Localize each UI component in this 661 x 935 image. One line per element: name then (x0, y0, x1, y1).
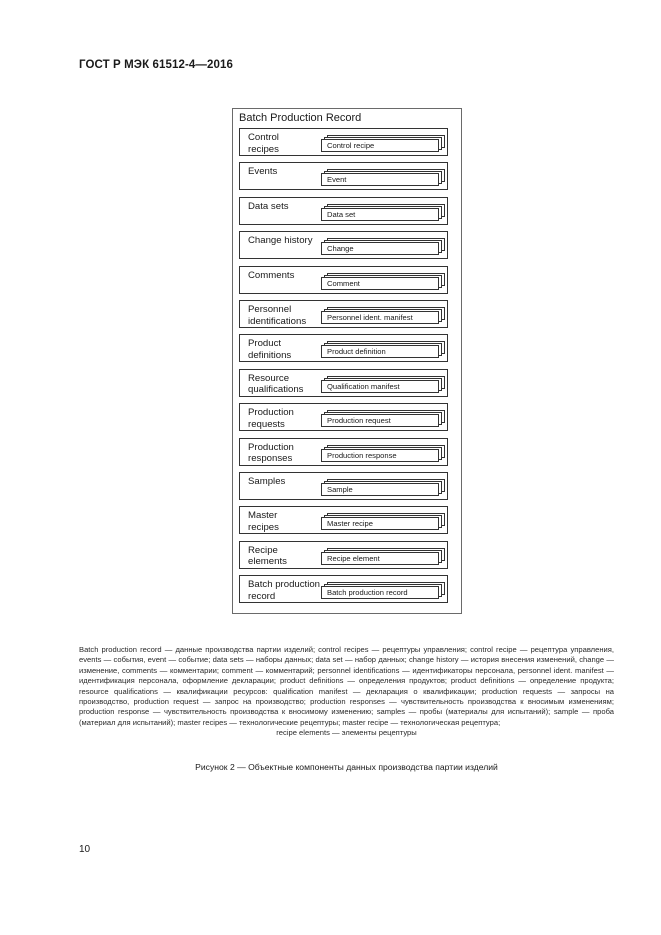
object-label: Batch production record (327, 588, 408, 598)
object-stack (321, 204, 441, 222)
figure-legend (79, 645, 614, 739)
component-label: Data sets (248, 200, 289, 212)
component-label: Personnel identifications (248, 304, 307, 327)
figure-caption: Рисунок 2 — Объектные компоненты данных производства партии изделий (195, 762, 498, 772)
object-sheet (321, 517, 439, 530)
component-row (239, 506, 448, 534)
component-row (239, 369, 448, 397)
component-label: Production responses (248, 441, 294, 465)
object-stack (321, 169, 441, 187)
component-label: Change history (248, 235, 313, 247)
object-label: Qualification manifest (327, 381, 400, 391)
object-label: Recipe element (327, 553, 380, 563)
object-sheet (321, 242, 439, 255)
object-label: Event (327, 175, 347, 185)
component-row (239, 300, 448, 328)
object-stack (321, 273, 441, 291)
object-sheet (321, 277, 439, 290)
object-label: Sample (327, 485, 353, 494)
page-number: 10 (79, 844, 91, 855)
component-label: Product definitions (248, 338, 292, 361)
component-row (239, 472, 448, 500)
component-label: Comments (248, 269, 295, 281)
component-row (239, 266, 448, 294)
object-sheet (321, 586, 439, 599)
object-stack (321, 513, 441, 531)
batch-production-record-diagram (232, 108, 462, 614)
component-label: Samples (248, 476, 286, 487)
object-sheet (321, 414, 439, 427)
object-stack (321, 479, 441, 497)
object-label: Master recipe (327, 519, 374, 529)
component-label: Control recipes (248, 132, 279, 155)
component-label: Production requests (248, 407, 294, 430)
object-stack (321, 410, 441, 428)
object-label: Control recipe (327, 141, 375, 150)
object-sheet (321, 139, 439, 152)
object-stack (321, 135, 441, 153)
component-label: Recipe elements (248, 544, 287, 568)
object-sheet (321, 311, 439, 324)
object-stack (321, 341, 441, 359)
component-row (239, 541, 448, 569)
object-stack (321, 548, 441, 566)
object-sheet (321, 208, 439, 221)
component-row (239, 575, 448, 603)
object-sheet (321, 449, 439, 462)
object-label: Change (327, 244, 354, 254)
object-stack (321, 376, 441, 394)
component-label: Resource qualifications (248, 372, 304, 396)
object-stack (321, 307, 441, 325)
object-stack (321, 445, 441, 463)
object-label: Production request (327, 416, 391, 426)
legend-text: Batch production record — данные производства партии изделий; control recipes — рецептуры управления; control recipe — рецептура управления, events — события, event — событие; data sets — наборы данных; data set — набор данных; change history — история внесения изменений, change — изменение, comments — комментарии; comment — комментарий; personnel identifications — идентификаторы персонала, personnel ident. manifest — идентификация персонала, оформление декларации; product definitions — определения продуктов; product definitions — определение продукта; resource qualifications — квалификации ресурсов: qualification manifest — декларация о квалификации; production requests — запросы на производство, production request — запрос на производство; production responses — чувствительность производства к вносимым изменениям; production response — чувствительность производства к вносимому изменению; samples — пробы (материалы для испытаний); sample — проба (материал для испытаний); master recipes — технологические рецептуры; master recipe — технологическая рецептура; (79, 645, 614, 727)
object-label: Personnel ident. manifest (327, 313, 413, 322)
component-row (239, 231, 448, 259)
object-sheet (321, 380, 439, 393)
object-stack (321, 238, 441, 256)
component-row (239, 438, 448, 466)
component-row (239, 403, 448, 431)
component-label: Batch production record (248, 579, 320, 602)
object-sheet (321, 345, 439, 358)
diagram-title: Batch Production Record (239, 112, 362, 124)
component-label: Events (248, 166, 278, 178)
object-label: Comment (327, 278, 360, 288)
legend-last-line: recipe elements — элементы рецептуры (276, 728, 417, 738)
component-label: Master recipes (248, 510, 279, 533)
component-row (239, 162, 448, 190)
component-row (239, 128, 448, 156)
component-row (239, 334, 448, 362)
object-sheet (321, 552, 439, 565)
object-sheet (321, 173, 439, 186)
object-label: Data set (327, 209, 356, 219)
object-stack (321, 582, 441, 600)
object-label: Production response (327, 450, 397, 460)
component-row (239, 197, 448, 225)
document-header: ГОСТ Р МЭК 61512-4—2016 (79, 59, 233, 71)
object-label: Product definition (327, 347, 386, 357)
object-sheet (321, 483, 439, 496)
